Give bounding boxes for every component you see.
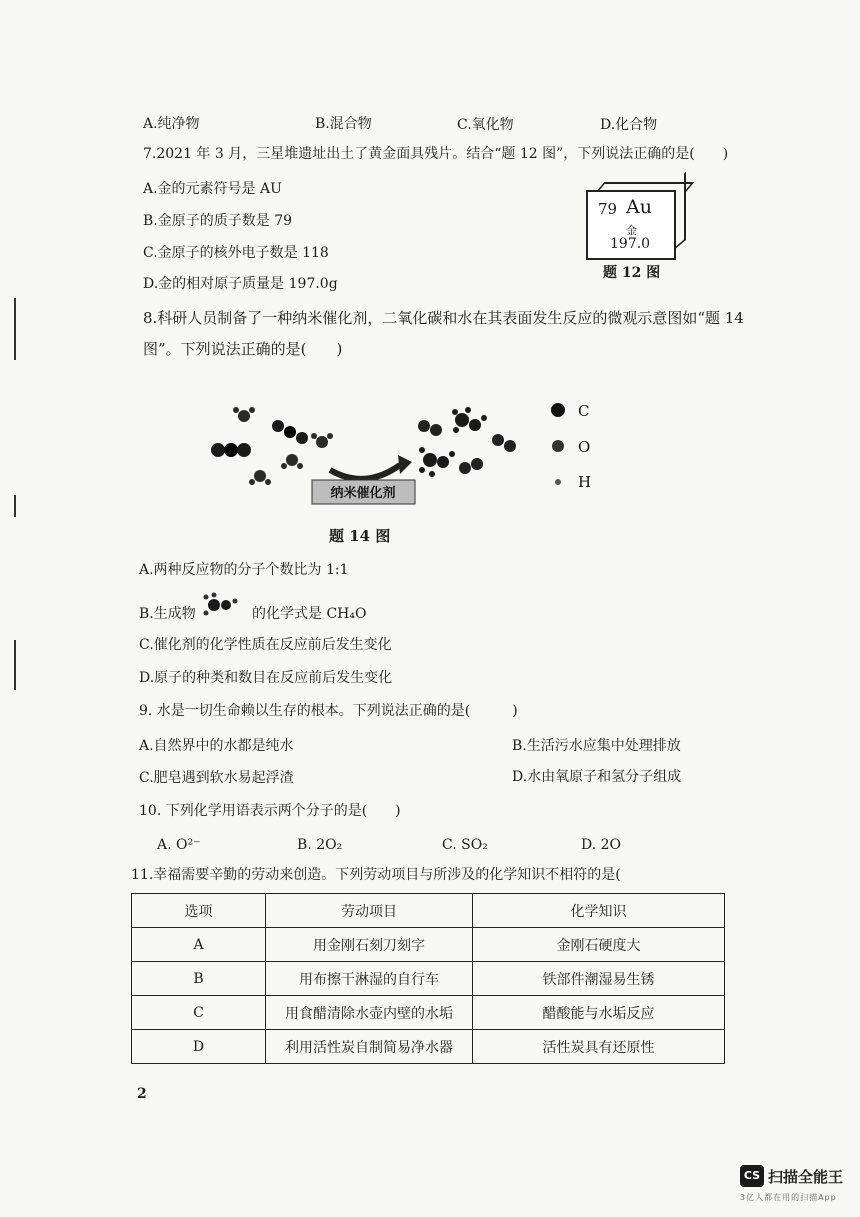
q10-option-d: D. 2O	[581, 837, 622, 853]
table-row	[132, 996, 725, 1030]
reaction-arrow	[330, 465, 400, 479]
q6-option-a: A.纯净物	[143, 116, 200, 132]
methanol-molecule-icon	[198, 591, 246, 617]
q7-stem: 7.2021 年 3 月，三星堆遗址出土了黄金面具残片。结合“题 12 图”，下列说法正确的是( )	[143, 146, 729, 162]
legend-oxygen-label: O	[578, 438, 591, 456]
q8-option-d: D.原子的种类和数目在反应前后发生变化	[139, 670, 393, 686]
watermark-subtitle: 3亿人都在用的扫描App	[740, 1193, 837, 1202]
legend-carbon-label: C	[578, 402, 590, 420]
catalyst-label: 纳米催化剂	[330, 486, 396, 501]
water-molecule	[311, 433, 333, 448]
q11-table	[131, 893, 725, 1064]
table-header: 化学知识	[473, 894, 725, 928]
q10-option-a: A. O²⁻	[157, 837, 201, 853]
q7-option-a: A.金的元素符号是 AU	[143, 181, 282, 197]
table-cell: A	[132, 928, 266, 962]
q8-option-b-prefix: B.生成物	[139, 606, 196, 622]
q11-stem: 11.幸福需要辛勤的劳动来创造。下列劳动项目与所涉及的化学知识不相符的是(	[131, 867, 621, 883]
q9-option-d: D.水由氧原子和氢分子组成	[512, 769, 682, 785]
q9-option-a: A.自然界中的水都是纯水	[139, 738, 294, 754]
q6-option-d: D.化合物	[600, 117, 658, 133]
arrow-head	[398, 455, 412, 474]
table-row	[132, 928, 725, 962]
co2-molecule	[272, 420, 308, 444]
q10-stem: 10. 下列化学用语表示两个分子的是( )	[139, 803, 401, 819]
table-cell: 醋酸能与水垢反应	[473, 996, 725, 1030]
q7-figure-caption: 题 12 图	[603, 265, 661, 281]
legend-hydrogen-label: H	[578, 473, 592, 491]
q8-option-b-suffix: 的化学式是 CH₄O	[252, 606, 367, 622]
water-molecule	[249, 470, 271, 485]
table-cell: D	[132, 1030, 266, 1064]
table-cell: B	[132, 962, 266, 996]
oxygen-molecule	[418, 420, 442, 436]
table-header: 选项	[132, 894, 266, 928]
q7-option-b: B.金原子的质子数是 79	[143, 213, 293, 229]
oxygen-molecule	[459, 458, 483, 474]
q8-figure-caption: 题 14 图	[329, 527, 391, 545]
table-cell: 铁部件潮湿易生锈	[473, 962, 725, 996]
q8-option-a: A.两种反应物的分子个数比为 1:1	[139, 562, 349, 578]
q9-stem: 9. 水是一切生命赖以生存的根本。下列说法正确的是( )	[139, 703, 518, 719]
methanol-molecule	[452, 407, 487, 433]
atomic-number: 79	[598, 200, 618, 218]
table-row	[132, 962, 725, 996]
table-cell: 利用活性炭自制简易净水器	[266, 1030, 473, 1064]
q9-option-c: C.肥皂遇到软水易起浮渣	[139, 770, 294, 786]
q10-option-c: C. SO₂	[442, 837, 488, 853]
camscanner-logo-icon: CS	[740, 1165, 764, 1187]
table-cell: 用食醋清除水壶内壁的水垢	[266, 996, 473, 1030]
table-cell: 活性炭具有还原性	[473, 1030, 725, 1064]
table-row	[132, 1030, 725, 1064]
binding-line	[14, 495, 16, 517]
element-card-gold	[586, 190, 676, 260]
atomic-mass: 197.0	[610, 236, 651, 252]
q8-option-c: C.催化剂的化学性质在反应前后发生变化	[139, 637, 392, 653]
water-molecule	[281, 454, 303, 469]
q9-option-b: B.生活污水应集中处理排放	[512, 738, 681, 754]
watermark-title: 扫描全能王	[768, 1168, 844, 1186]
element-name: 金	[626, 224, 637, 237]
table-header-row	[132, 894, 725, 928]
table-cell: C	[132, 996, 266, 1030]
legend-oxygen-icon	[552, 440, 564, 452]
table-cell: 用金刚石刻刀刻字	[266, 928, 473, 962]
q6-option-b: B.混合物	[315, 116, 372, 132]
oxygen-molecule	[492, 434, 516, 452]
legend-hydrogen-icon	[555, 479, 561, 485]
binding-line	[14, 298, 16, 360]
table-cell: 用布擦干淋湿的自行车	[266, 962, 473, 996]
table-cell: 金刚石硬度大	[473, 928, 725, 962]
page-number: 2	[137, 1086, 147, 1102]
legend-carbon-icon	[551, 403, 565, 417]
q8-stem-line2: 图”。下列说法正确的是( )	[143, 340, 343, 358]
q8-stem-line1: 8.科研人员制备了一种纳米催化剂，二氧化碳和水在其表面发生反应的微观示意图如“题 14	[143, 309, 744, 327]
table-header: 劳动项目	[266, 894, 473, 928]
co2-molecule	[211, 443, 251, 457]
q7-option-c: C.金原子的核外电子数是 118	[143, 245, 329, 261]
q10-option-b: B. 2O₂	[297, 837, 343, 853]
binding-line	[14, 640, 16, 690]
q6-option-c: C.氧化物	[457, 117, 514, 133]
water-molecule	[233, 407, 255, 422]
reaction-diagram	[200, 390, 640, 515]
element-symbol: Au	[626, 196, 652, 218]
q7-option-d: D.金的相对原子质量是 197.0g	[143, 276, 338, 292]
methanol-molecule	[419, 447, 455, 477]
